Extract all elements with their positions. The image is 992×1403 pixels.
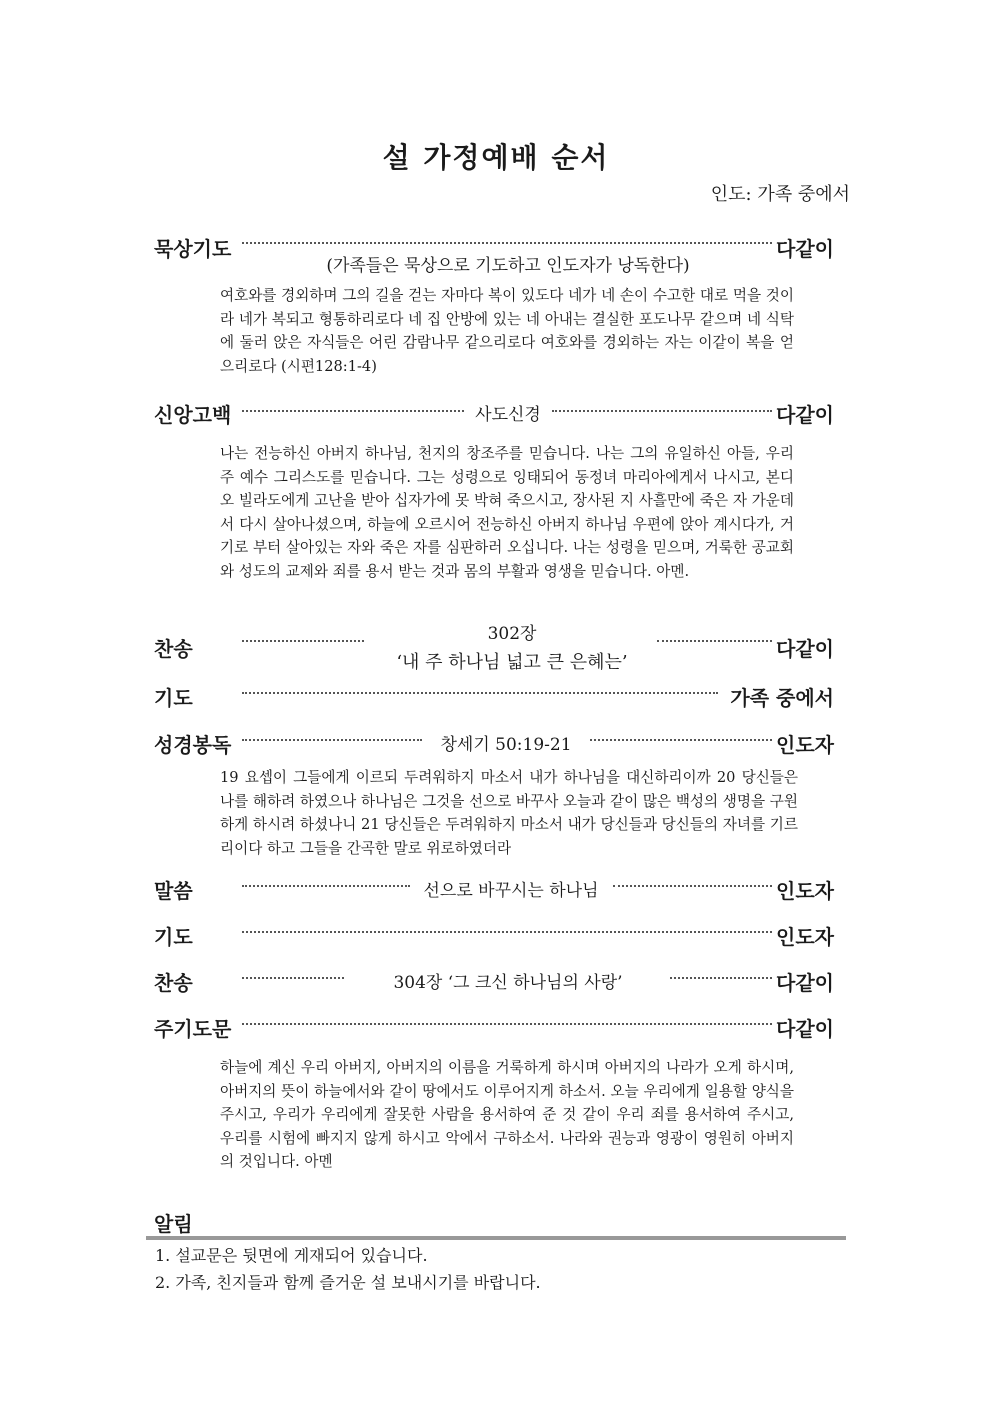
- silent-prayer-responsible: 다같이: [776, 237, 834, 261]
- prayer1-label: 기도: [154, 686, 193, 710]
- leader-dots: [242, 931, 772, 933]
- leader-dots: [242, 1023, 772, 1025]
- lords-prayer-label: 주기도문: [154, 1017, 232, 1041]
- leader-dots: [242, 410, 464, 412]
- leader-dots: [552, 410, 772, 412]
- creed-text: 나는 전능하신 아버지 하나님, 천지의 창조주를 믿습니다. 나는 그의 유일하신 아들, 우리 주 예수 그리스도를 믿습니다. 그는 성령으로 잉태되어 동정녀 마리아에게서 나시고, 본디오 빌라도에게 고난을 받아 십자가에 못 박혀 죽으시고, 장사된 지 사흘만에 죽은 자 가운데서 다시 살아나셨으며, 하늘에 오르시어 전능하신 아버지 하나님 우편에 앉아 계시다가, 거기로 부터 살아있는 자와 죽은 자를 심판하러 오십니다. 나는 성령을 믿으며, 거룩한 공교회와 성도의 교제와 죄를 용서 받는 것과 몸의 부활과 영생을 믿습니다. 아멘.: [220, 445, 794, 580]
- hymn1-responsible: 다같이: [776, 637, 834, 661]
- notice-item: 1. 설교문은 뒷면에 게재되어 있습니다.: [155, 1246, 428, 1265]
- sermon-title: 선으로 바꾸시는 하나님: [423, 881, 599, 901]
- leader-dots: [670, 977, 772, 979]
- sermon-label: 말씀: [154, 879, 193, 903]
- scripture-reference: 창세기 50:19-21: [440, 735, 572, 755]
- sermon-responsible: 인도자: [776, 879, 834, 903]
- hymn1-number: 302장: [487, 624, 537, 644]
- hymn2-label: 찬송: [154, 971, 193, 995]
- leader-dots: [590, 739, 772, 741]
- prayer2-responsible: 인도자: [776, 925, 834, 949]
- worship-leader: 인도: 가족 중에서: [710, 184, 850, 205]
- scripture-text: 19 요셉이 그들에게 이르되 두려워하지 마소서 내가 하나님을 대신하리이까 20 당신들은 나를 해하려 하였으나 하나님은 그것을 선으로 바꾸사 오늘과 같이 많은 백성의 생명을 구원하게 하시려 하셨나니 21 당신들은 두려워하지 마소서 내가 당신들과 당신들의 자녀를 기르리이다 하고 그들을 간곡한 말로 위로하였더라: [220, 769, 798, 857]
- leader-dots: [242, 739, 422, 741]
- hymn2-title: 304장 ‘그 크신 하나님의 사랑’: [393, 973, 623, 993]
- silent-prayer-note: (가족들은 묵상으로 기도하고 인도자가 낭독한다): [326, 256, 690, 276]
- page-title: 설 가정예배 순서: [382, 141, 610, 174]
- leader-dots: [242, 640, 364, 642]
- lords-prayer-responsible: 다같이: [776, 1017, 834, 1041]
- scripture-responsible: 인도자: [776, 733, 834, 757]
- creed-label: 신앙고백: [154, 403, 232, 427]
- notice-item: 2. 가족, 친지들과 함께 즐거운 설 보내시기를 바랍니다.: [155, 1273, 541, 1292]
- hymn1-title: ‘내 주 하나님 넓고 큰 은혜는’: [396, 652, 628, 673]
- silent-prayer-label: 묵상기도: [154, 237, 232, 261]
- creed-center: 사도신경: [475, 405, 541, 425]
- leader-dots: [242, 885, 410, 887]
- leader-dots: [242, 692, 718, 694]
- hymn1-label: 찬송: [154, 637, 193, 661]
- hymn2-responsible: 다같이: [776, 971, 834, 995]
- leader-dots: [242, 977, 344, 979]
- notices-divider: [146, 1236, 846, 1240]
- creed-responsible: 다같이: [776, 403, 834, 427]
- leader-dots: [242, 242, 772, 244]
- silent-prayer-text: 여호와를 경외하며 그의 길을 걷는 자마다 복이 있도다 네가 네 손이 수고한 대로 먹을 것이라 네가 복되고 형통하리로다 네 집 안방에 있는 네 아내는 결실한 포도나무 같으며 네 식탁에 둘러 앉은 자식들은 어린 감람나무 같으리로다 여호와를 경외하는 자는 이같이 복을 얻으리로다 (시편128:1-4): [220, 287, 794, 375]
- leader-dots: [657, 640, 772, 642]
- scripture-label: 성경봉독: [154, 733, 232, 757]
- prayer1-responsible: 가족 중에서: [730, 686, 834, 710]
- prayer2-label: 기도: [154, 925, 193, 949]
- notices-heading: 알림: [154, 1212, 193, 1236]
- lords-prayer-text: 하늘에 계신 우리 아버지, 아버지의 이름을 거룩하게 하시며 아버지의 나라가 오게 하시며, 아버지의 뜻이 하늘에서와 같이 땅에서도 이루어지게 하소서. 오늘 우리에게 일용할 양식을 주시고, 우리가 우리에게 잘못한 사람을 용서하여 준 것 같이 우리 죄를 용서하여 주시고, 우리를 시험에 빠지지 않게 하시고 악에서 구하소서. 나라와 권능과 영광이 영원히 아버지의 것입니다. 아멘: [220, 1059, 794, 1171]
- leader-dots: [613, 885, 772, 887]
